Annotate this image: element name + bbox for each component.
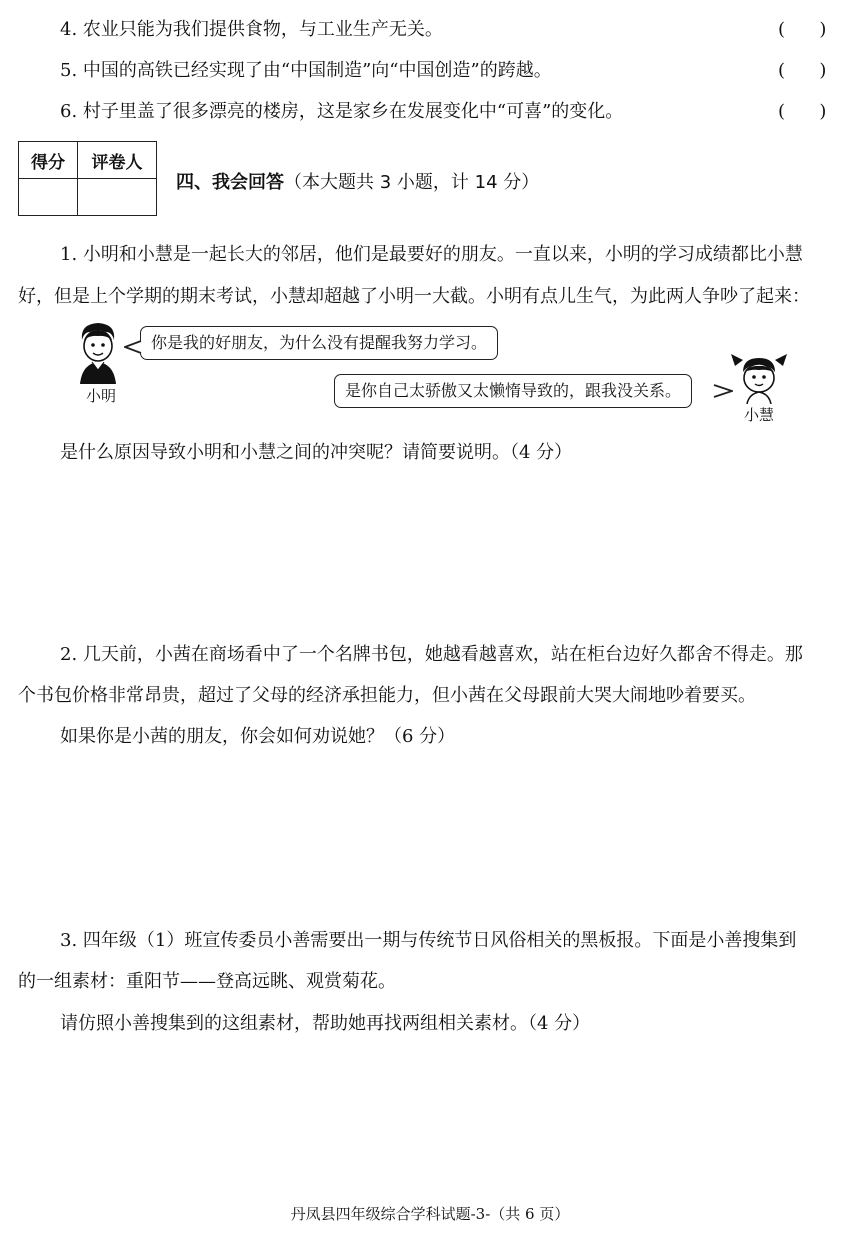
answer-paren-4[interactable]: ( ) [778,19,827,40]
q2-line2: 个书包价格非常昂贵，超过了父母的经济承担能力，但小茜在父母跟前大哭大闹地吵着要买。 [18,685,756,706]
q3-line2: 的一组素材：重阳节——登高远眺、观赏菊花。 [18,971,396,992]
q3-line1: 3. 四年级（1）班宣传委员小善需要出一期与传统节日风俗相关的黑板报。下面是小善搜集到 [60,930,797,951]
xiaohui-speech: 是你自己太骄傲又太懒惰导致的，跟我没关系。 [334,374,692,408]
tf-item-6: 6. 村子里盖了很多漂亮的楼房，这是家乡在发展变化中“可喜”的变化。 [60,101,624,122]
score-label: 得分 [19,142,78,179]
tf-item-5: 5. 中国的高铁已经实现了由“中国制造”向“中国创造”的跨越。 [60,60,552,81]
tf-item-4: 4. 农业只能为我们提供食物，与工业生产无关。 [60,19,443,40]
q1-question: 是什么原因导致小明和小慧之间的冲突呢？请简要说明。（4 分） [60,442,573,463]
xiaohui-name: 小慧 [744,406,775,424]
q2-line1: 2. 几天前，小茜在商场看中了一个名牌书包，她越看越喜欢，站在柜台边好久都舍不得走。那 [60,644,803,665]
grader-cell[interactable] [78,179,157,216]
q1-line2: 好，但是上个学期的期末考试，小慧却超越了小明一大截。小明有点儿生气，为此两人争吵了起来： [18,286,810,307]
page-footer: 丹凤县四年级综合学科试题-3-（共 6 页） [290,1205,570,1223]
q3-question: 请仿照小善搜集到的这组素材，帮助她再找两组相关素材。（4 分） [60,1013,591,1034]
q2-question: 如果你是小茜的朋友，你会如何劝说她？（6 分） [60,726,456,747]
q1-line1: 1. 小明和小慧是一起长大的邻居，他们是最要好的朋友。一直以来，小明的学习成绩都比小慧 [60,244,803,265]
answer-paren-5[interactable]: ( ) [778,60,827,81]
score-cell[interactable] [19,179,78,216]
answer-paren-6[interactable]: ( ) [778,101,827,122]
xiaoming-speech: 你是我的好朋友，为什么没有提醒我努力学习。 [140,326,498,360]
section-note: （本大题共 3 小题，计 14 分） [284,172,540,193]
xiaoming-illustration [68,318,128,384]
speech-tail-left [124,340,142,354]
xiaoming-name: 小明 [86,387,117,405]
xiaohui-illustration [729,352,789,404]
grader-label: 评卷人 [78,142,157,179]
section-heading [176,171,539,195]
section-title: 四、我会回答 [176,172,284,193]
score-box [18,141,157,216]
